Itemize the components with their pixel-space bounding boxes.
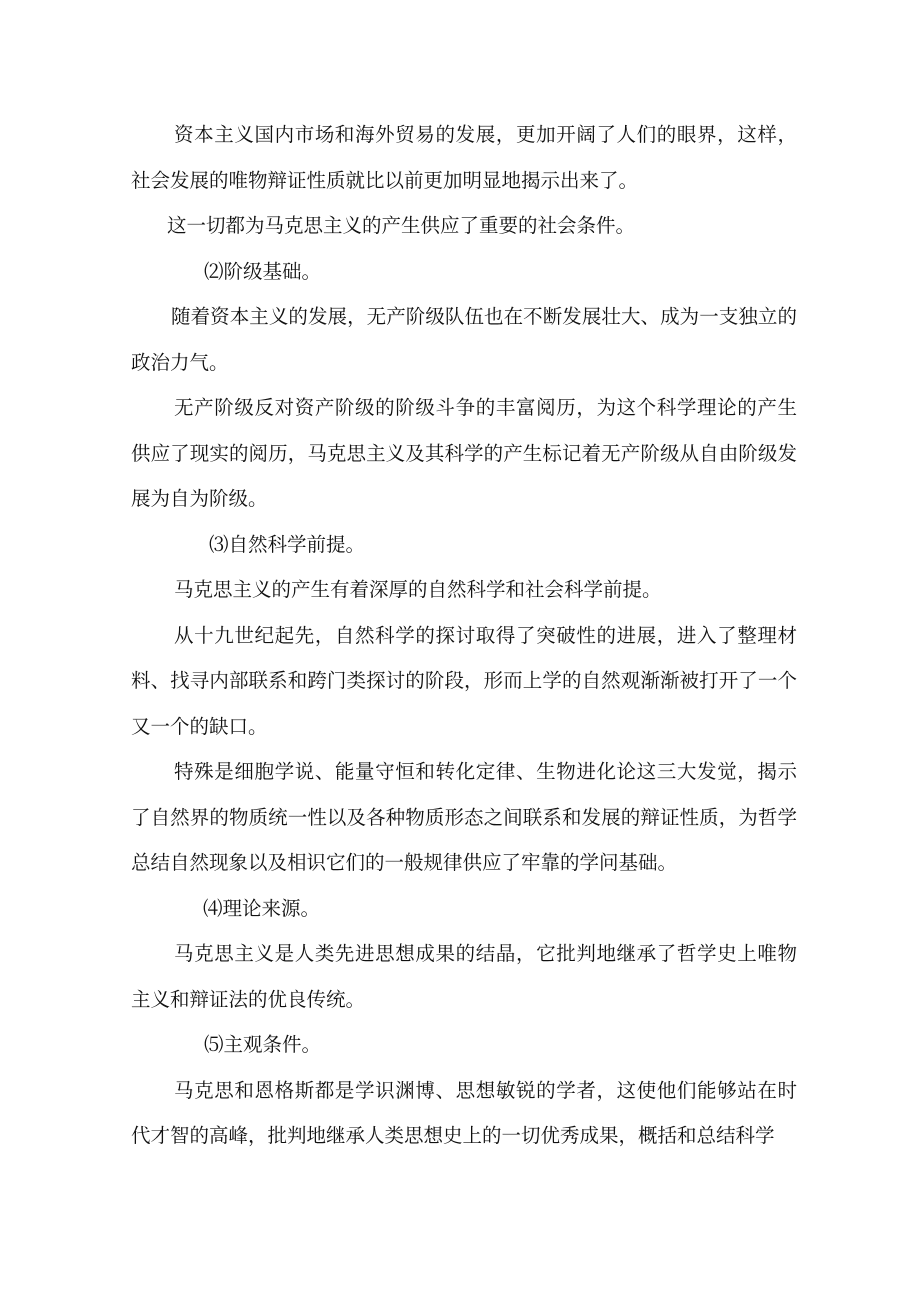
paragraph-social-conditions: 这一切都为马克思主义的产生供应了重要的社会条件。: [167, 214, 636, 237]
paragraph-theory-crystal: 马克思主义是人类先进思想成果的结晶，它批判地继承了哲学史上唯物主义和辩证法的优良传统。: [131, 942, 797, 1011]
document-body: [131, 112, 797, 1159]
paragraph-class-struggle: 无产阶级反对资产阶级的阶级斗争的丰富阅历，为这个科学理论的产生供应了现实的阅历，马克思主义及其科学的产生标记着无产阶级从自由阶级发展为自为阶级。: [131, 396, 797, 510]
paragraph-nineteenth-century: 从十九世纪起先，自然科学的探讨取得了突破性的进展，进入了整理材料、找寻内部联系和跨门类探讨的阶段，形而上学的自然观渐渐被打开了一个又一个的缺口。: [131, 623, 797, 738]
paragraph-science-premise: 马克思主义的产生有着深厚的自然科学和社会科学前提。: [174, 578, 662, 601]
paragraph-proletariat-growth: 随着资本主义的发展，无产阶级队伍也在不断发展壮大、成为一支独立的政治力气。: [131, 305, 797, 374]
section-heading-subjective-conditions: ⑸主观条件。: [204, 1033, 322, 1056]
paragraph-marx-engels: 马克思和恩格斯都是学识渊博、思想敏锐的学者，这使他们能够站在时代才智的高峰，批判地继承人类思想史上的一切优秀成果，概括和总结科学: [131, 1078, 797, 1147]
paragraph-market-trade: 资本主义国内市场和海外贸易的发展，更加开阔了人们的眼界，这样，社会发展的唯物辩证性质就比以前更加明显地揭示出来了。: [131, 123, 797, 192]
section-heading-class-basis: ⑵阶级基础。: [204, 259, 322, 283]
paragraph-three-discoveries: 特殊是细胞学说、能量守恒和转化定律、生物进化论这三大发觉，揭示了自然界的物质统一性以及各种物质形态之间联系和发展的辩证性质，为哲学总结自然现象以及相识它们的一般规律供应了牢靠的学问基础。: [131, 760, 797, 874]
section-heading-natural-science: ⑶自然科学前提。: [209, 532, 366, 556]
section-heading-theory-source: ⑷理论来源。: [203, 896, 321, 920]
